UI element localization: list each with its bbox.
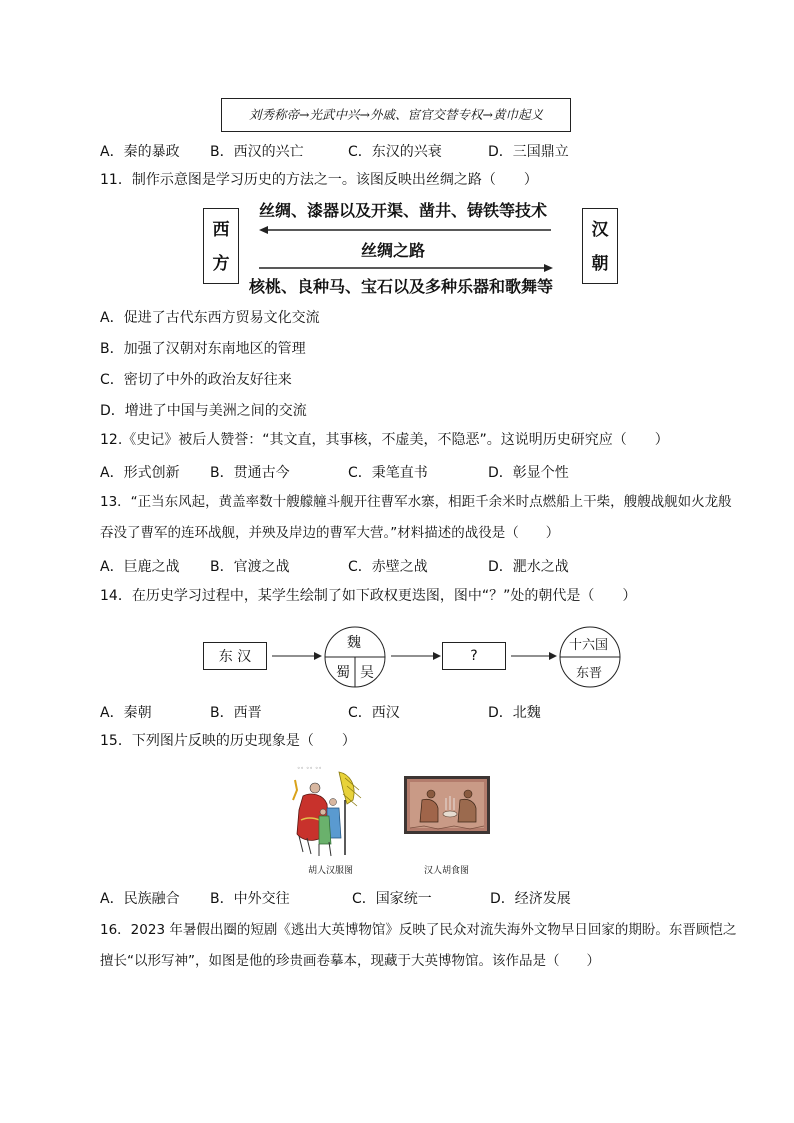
q11-option-a[interactable]: A．促进了古代东西方贸易文化交流 [100,310,320,326]
q14-stem: 14．在历史学习过程中，某学生绘制了如下政权更迭图，图中“？”处的朝代是（ ） [100,588,637,604]
q14-arrow-3 [511,650,557,662]
q10-option-b[interactable]: B．西汉的兴亡 [210,144,304,160]
q11-silk-road-diagram [203,198,619,294]
q15-image-han-eating-hu-food [404,776,490,834]
q11-middle-text: 丝绸之路 [361,241,426,260]
q11-right-box [582,208,618,284]
q11-top-text: 丝绸、漆器以及开渠、凿井、铸铁等技术 [259,201,548,220]
q15-option-b[interactable]: B．中外交往 [210,891,290,907]
q16-stem-line2: 擅长“以形写神”，如图是他的珍贵画卷摹本，现藏于大英博物馆。该作品是（ ） [100,953,600,969]
q14-option-d[interactable]: D．北魏 [488,705,541,721]
q11-stem: 11．制作示意图是学习历史的方法之一。该图反映出丝绸之路（ ） [100,172,538,188]
q14-label-wei: 魏 [347,635,361,651]
q11-right-label: 汉朝 [591,220,609,274]
q16-stem-line1: 16．2023 年暑假出圈的短剧《逃出大英博物馆》反映了民众对流失海外文物早日回家的期盼。东晋顾恺之 [100,922,737,938]
q14-box-donghan [203,642,267,670]
q11-option-b[interactable]: B．加强了汉朝对东南地区的管理 [100,341,306,357]
q15-option-d[interactable]: D．经济发展 [490,891,571,907]
q15-image-hu-in-han-dress [289,760,365,860]
q14-label-shu: 蜀 [336,665,350,681]
q10-flow-text: 刘秀称帝→光武中兴→外戚、宦官交替专权→黄巾起义 [249,107,543,122]
q14-box-donghan-label: 东 汉 [218,649,252,665]
q14-box-unknown-label: ? [470,648,478,664]
q11-left-label: 西方 [212,220,230,274]
q10-option-a[interactable]: A．秦的暴政 [100,144,180,160]
q15-caption-2: 汉人胡食图 [424,866,470,876]
svg-text:◦◦ ◦◦ ◦◦: ◦◦ ◦◦ ◦◦ [297,765,323,772]
q14-box-unknown [442,642,506,670]
q15-option-c[interactable]: C．国家统一 [352,891,432,907]
q14-label-wu: 吴 [360,665,374,681]
q14-option-c[interactable]: C．西汉 [348,705,400,721]
q14-label-sixteen-kingdoms: 十六国 [569,638,609,653]
q12-option-c[interactable]: C．秉笔直书 [348,465,428,481]
q14-option-b[interactable]: B．西晋 [210,705,262,721]
q11-option-c[interactable]: C．密切了中外的政治友好往来 [100,372,292,388]
q13-stem-line2: 吞没了曹军的连环战舰，并殃及岸边的曹军大营。”材料描述的战役是（ ） [100,525,560,541]
q14-option-a[interactable]: A．秦朝 [100,705,152,721]
q14-regime-diagram [200,620,630,690]
q11-bottom-text: 核桃、良种马、宝石以及多种乐器和歌舞等 [249,277,554,296]
q12-option-d[interactable]: D．彰显个性 [488,465,569,481]
q12-stem: 12.《史记》被后人赞誉：“其文直，其事核，不虚美，不隐恶”。这说明历史研究应（ ） [100,432,669,448]
q11-arrow-left [259,224,553,236]
q11-option-d[interactable]: D．增进了中国与美洲之间的交流 [100,403,307,419]
q15-option-a[interactable]: A．民族融合 [100,891,180,907]
q15-stem: 15．下列图片反映的历史现象是（ ） [100,733,356,749]
q10-flow-box [221,98,571,132]
q10-option-d[interactable]: D．三国鼎立 [488,144,569,160]
q11-arrow-right [259,262,553,274]
q12-option-a[interactable]: A．形式创新 [100,465,180,481]
q15-caption-1: 胡人汉服图 [308,866,354,876]
q14-arrow-2 [391,650,441,662]
q13-stem-line1: 13．“正当东风起，黄盖率数十艘艨艟斗舰开往曹军水寨，相距千余米时点燃船上干柴，艘艘战舰如火龙般 [100,494,732,510]
q13-option-d[interactable]: D．淝水之战 [488,559,569,575]
q11-left-box [203,208,239,284]
q14-arrow-1 [272,650,322,662]
q14-label-dongjin: 东晋 [576,666,603,681]
q13-option-c[interactable]: C．赤壁之战 [348,559,428,575]
q13-option-b[interactable]: B．官渡之战 [210,559,290,575]
q12-option-b[interactable]: B．贯通古今 [210,465,290,481]
q10-option-c[interactable]: C．东汉的兴衰 [348,144,442,160]
q13-option-a[interactable]: A．巨鹿之战 [100,559,180,575]
